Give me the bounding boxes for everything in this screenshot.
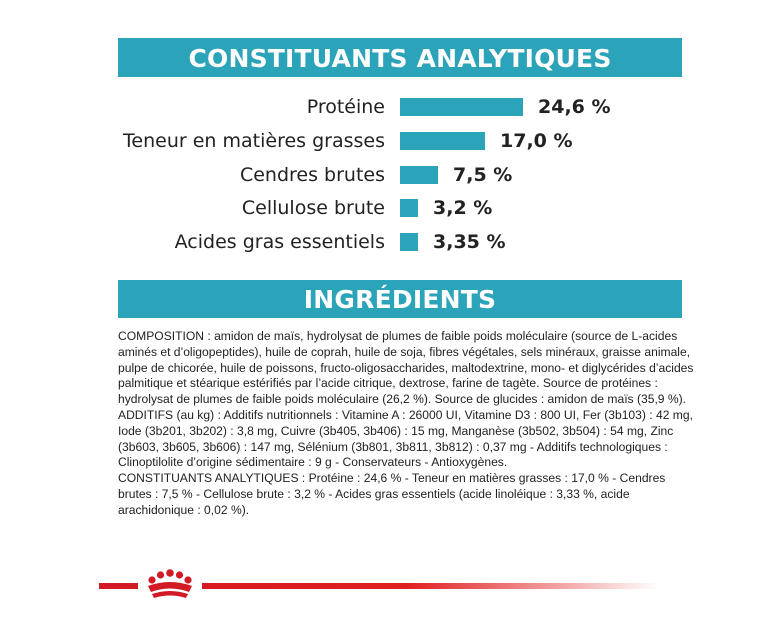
analytic-value: 3,2 % — [433, 197, 493, 219]
analytic-value: 17,0 % — [500, 130, 573, 152]
ingredients-text-block — [118, 329, 698, 519]
analytic-row — [0, 126, 782, 156]
section-title-ingredients: INGRÉDIENTS — [118, 280, 682, 318]
analytic-bar — [400, 233, 418, 251]
analytic-label: Cendres brutes — [239, 164, 385, 186]
constituants-paragraph: CONSTITUANTS ANALYTIQUES : Protéine : 24,6 % - Teneur en matières grasses : 17,0 % - Cendres brutes : 7,5 % - Cellulose brute : 3,2 % - Acides gras essentiels (acide linoléique : 3,33 %, acide arachidonique : 0,02 %). — [118, 471, 666, 517]
analytic-bar — [400, 132, 485, 150]
analytic-bar — [400, 166, 438, 184]
analytic-label: Protéine — [306, 96, 385, 118]
composition-paragraph: COMPOSITION : amidon de maïs, hydrolysat de plumes de faible poids moléculaire (source de L-acides aminés et d’oligopeptides), huile de coprah, huile de soja, fibres végétales, sels minéraux, graisse animale, pulpe de chicorée, huile de poissons, fructo-oligosaccharides, maltodextrine, mono- et diglycérides d’acides palmitique et stéarique estérifiés par l’acide citrique, dextrose, farine de tagète. Source de protéines : hydrolysat de plumes de faible poids moléculaire (26,2 %). Source de glucides : amidon de maïs (35,9 %). — [118, 329, 694, 407]
analytic-value: 24,6 % — [538, 96, 611, 118]
analytic-bar — [400, 98, 523, 116]
analytic-label: Teneur en matières grasses — [123, 130, 385, 152]
analytic-label: Acides gras essentiels — [174, 231, 385, 253]
analytic-bar — [400, 199, 418, 217]
additifs-paragraph: ADDITIFS (au kg) : Additifs nutritionnels : Vitamine A : 26000 UI, Vitamine D3 : 800 UI, Fer (3b103) : 42 mg, Iode (3b201, 3b202) : 3,8 mg, Cuivre (3b405, 3b406) : 15 mg, Manganèse (3b502, 3b504) : 54 mg, Zinc (3b603, 3b605, 3b606) : 147 mg, Sélénium (3b801, 3b811, 3b812) : 0,37 mg - Additifs technologiques : Clinoptilolite d’origine sédimentaire : 9 g - Conservateurs - Antioxygènes. — [118, 407, 693, 470]
royal-canin-crown-icon — [138, 566, 202, 606]
analytic-value: 7,5 % — [453, 164, 513, 186]
analytic-row — [0, 227, 782, 257]
analytic-row — [0, 92, 782, 122]
section-title-analytic: CONSTITUANTS ANALYTIQUES — [118, 38, 682, 77]
analytic-value: 3,35 % — [433, 231, 506, 253]
analytic-row — [0, 160, 782, 190]
analytic-label: Cellulose brute — [241, 197, 385, 219]
analytic-row — [0, 193, 782, 223]
